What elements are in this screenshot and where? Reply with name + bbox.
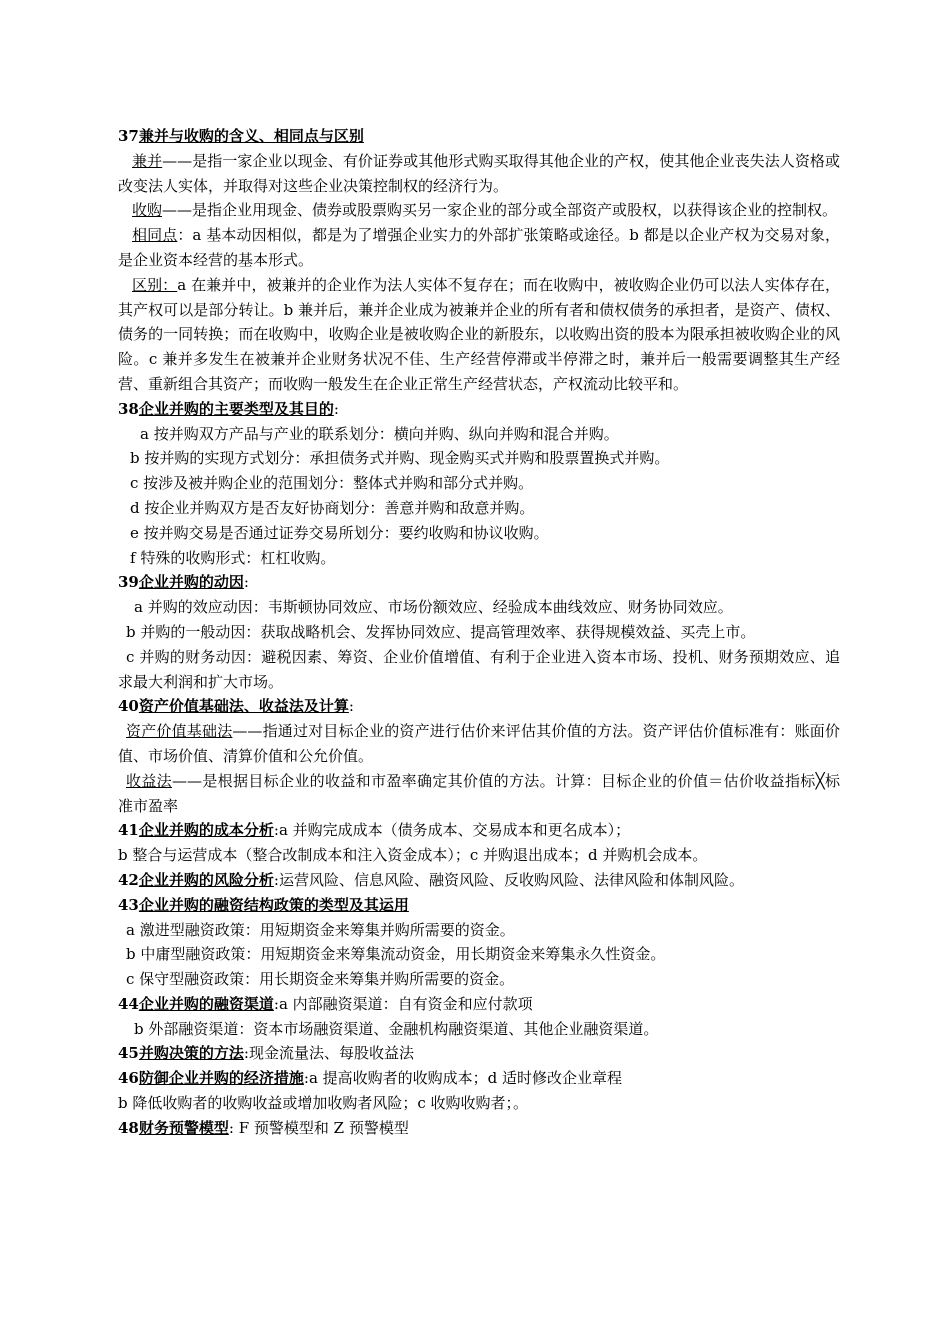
- continuation-line: b 整合与运营成本（整合改制成本和注入资金成本）；c 并购退出成本；d 并购机会成本。: [118, 846, 708, 865]
- paragraph-acquisition-definition: [118, 198, 840, 223]
- heading-number: 39: [118, 573, 139, 592]
- heading-title: 并购决策的方法: [138, 1044, 244, 1063]
- term-similarities: 相同点: [132, 226, 178, 245]
- list-item: b 并购的一般动因：获取战略机会、发挥协同效应、提高管理效率、获得规模效益、买壳上市。: [126, 622, 756, 641]
- heading-number: 43: [118, 895, 139, 914]
- term-asset-method: 资产价值基础法: [126, 722, 233, 741]
- list-item: c 保守型融资政策：用长期资金来筹集并购所需要的资金。: [126, 970, 515, 989]
- continuation-line: b 外部融资渠道：资本市场融资渠道、金融机构融资渠道、其他企业融资渠道。: [134, 1019, 659, 1038]
- heading-number: 46: [118, 1069, 139, 1088]
- heading-44: 44企业并购的融资渠道:a 内部融资渠道：自有资金和应付款项: [118, 994, 533, 1013]
- list-item: e 按并购交易是否通过证券交易所划分：要约收购和协议收购。: [130, 523, 549, 542]
- heading-48: 48财务预警模型: F 预警模型和 Z 预警模型: [118, 1118, 409, 1137]
- list-item: c 按涉及被并购企业的范围划分：整体式并购和部分式并购。: [130, 474, 534, 493]
- paragraph-differences: [118, 273, 840, 397]
- list-item: a 按并购双方产品与产业的联系划分：横向并购、纵向并购和混合并购。: [140, 424, 619, 443]
- heading-number: 37: [118, 127, 139, 145]
- list-item: a 并购的效应动因：韦斯顿协同效应、市场份额效应、经验成本曲线效应、财务协同效应。: [134, 598, 733, 617]
- heading-title: 兼并与收购的含义、相同点与区别: [138, 127, 364, 145]
- heading-title: 企业并购的动因: [138, 573, 244, 592]
- definition-text: ：a 基本动因相似，都是为了增强企业实力的外部扩张策略或途径。b 都是以企业产权为交易对象，是企业资本经营的基本形式。: [118, 226, 840, 269]
- list-item: b 中庸型融资政策：用短期资金来筹集流动资金，用长期资金来筹集永久性资金。: [126, 945, 666, 964]
- heading-45: 45并购决策的方法:现金流量法、每股收益法: [118, 1044, 414, 1063]
- heading-title: 企业并购的成本分析: [138, 821, 274, 840]
- heading-title: 企业并购的主要类型及其目的: [138, 399, 334, 418]
- heading-title: 资产价值基础法、收益法及计算: [138, 697, 349, 716]
- inline-text: a 提高收购者的收购成本；d 适时修改企业章程: [308, 1069, 623, 1088]
- paragraph-similarities: [118, 223, 840, 273]
- heading-title: 财务预警模型: [138, 1118, 229, 1137]
- definition-text: ——是根据目标企业的收益和市盈率确定其价值的方法。计算：目标企业的价值＝估价收益指标╳标准市盈率: [118, 771, 840, 815]
- definition-text: ——是指一家企业以现金、有价证券或其他形式购买取得其他企业的产权，使其他企业丧失法人资格或改变法人实体，并取得对这些企业决策控制权的经济行为。: [118, 151, 840, 195]
- paragraph-income-method: [118, 769, 840, 819]
- list-item: f 特殊的收购形式：杠杠收购。: [130, 548, 336, 567]
- list-item: d 按企业并购双方是否友好协商划分：善意并购和敌意并购。: [130, 498, 535, 517]
- document-body: [118, 124, 840, 1141]
- heading-number: 41: [118, 821, 139, 840]
- heading-number: 42: [118, 870, 139, 889]
- term-acquisition: 收购: [132, 201, 163, 220]
- heading-number: 40: [118, 697, 139, 716]
- heading-number: 45: [118, 1044, 139, 1063]
- inline-text: a 并购完成成本（债务成本、交易成本和更名成本）；: [278, 821, 631, 840]
- heading-title: 防御企业并购的经济措施: [138, 1069, 304, 1088]
- continuation-line: b 降低收购者的收购收益或增加收购者风险；c 收购收购者；。: [118, 1094, 529, 1113]
- heading-41: 41企业并购的成本分析:a 并购完成成本（债务成本、交易成本和更名成本）；: [118, 821, 631, 840]
- inline-text: 运营风险、信息风险、融资风险、反收购风险、法律风险和体制风险。: [278, 870, 744, 889]
- heading-37: [118, 124, 840, 149]
- definition-text: a 在兼并中，被兼并的企业作为法人实体不复存在；而在收购中，被收购企业仍可以法人实体存在，其产权可以是部分转让。b 兼并后，兼并企业成为被兼并企业的所有者和债权债务的承担者，是资产、债权、债务的一同转换；而在收购中，收购企业是被收购企业的新股东，以收购出资的股本为限承担被收购企业的风险。c 兼并多发生在被兼并企业财务状况不佳、生产经营停滞或半停滞之时，兼并后一般需要调整其生产经营、重新组合其资产；而收购一般发生在企业正常生产经营状态，产权流动比较平和。: [118, 275, 840, 393]
- term-merger: 兼并: [132, 151, 163, 170]
- heading-title: 企业并购的风险分析: [138, 870, 274, 889]
- inline-text: a 内部融资渠道：自有资金和应付款项: [278, 994, 533, 1013]
- heading-38: 38企业并购的主要类型及其目的:: [118, 399, 339, 418]
- heading-title: 企业并购的融资渠道: [138, 994, 274, 1013]
- list-item: c 并购的财务动因：避税因素、筹资、企业价值增值、有利于企业进入资本市场、投机、财务预期效应、追求最大利润和扩大市场。: [118, 647, 840, 691]
- heading-39: 39企业并购的动因:: [118, 573, 249, 592]
- inline-text: F 预警模型和 Z 预警模型: [233, 1118, 409, 1137]
- definition-text: ——是指企业用现金、债券或股票购买另一家企业的部分或全部资产或股权，以获得该企业的控制权。: [162, 201, 838, 220]
- heading-42: 42企业并购的风险分析:运营风险、信息风险、融资风险、反收购风险、法律风险和体制风险。: [118, 870, 744, 889]
- paragraph-asset-method: [118, 719, 840, 769]
- heading-number: 48: [118, 1118, 139, 1137]
- definition-text: ——指通过对目标企业的资产进行估价来评估其价值的方法。资产评估价值标准有：账面价值、市场价值、清算价值和公允价值。: [118, 722, 840, 765]
- heading-number: 38: [118, 399, 139, 418]
- list-item: b 按并购的实现方式划分：承担债务式并购、现金购买式并购和股票置换式并购。: [130, 449, 670, 468]
- heading-title: 企业并购的融资结构政策的类型及其运用: [138, 895, 409, 914]
- list-item: a 激进型融资政策：用短期资金来筹集并购所需要的资金。: [126, 920, 515, 939]
- heading-46: 46防御企业并购的经济措施:a 提高收购者的收购成本；d 适时修改企业章程: [118, 1069, 623, 1088]
- heading-40: 40资产价值基础法、收益法及计算:: [118, 697, 354, 716]
- term-income-method: 收益法: [126, 771, 172, 790]
- inline-text: 现金流量法、每股收益法: [248, 1044, 414, 1063]
- term-differences: 区别：: [132, 275, 178, 294]
- paragraph-merger-definition: [118, 149, 840, 199]
- heading-number: 44: [118, 994, 139, 1013]
- heading-43: [118, 893, 840, 918]
